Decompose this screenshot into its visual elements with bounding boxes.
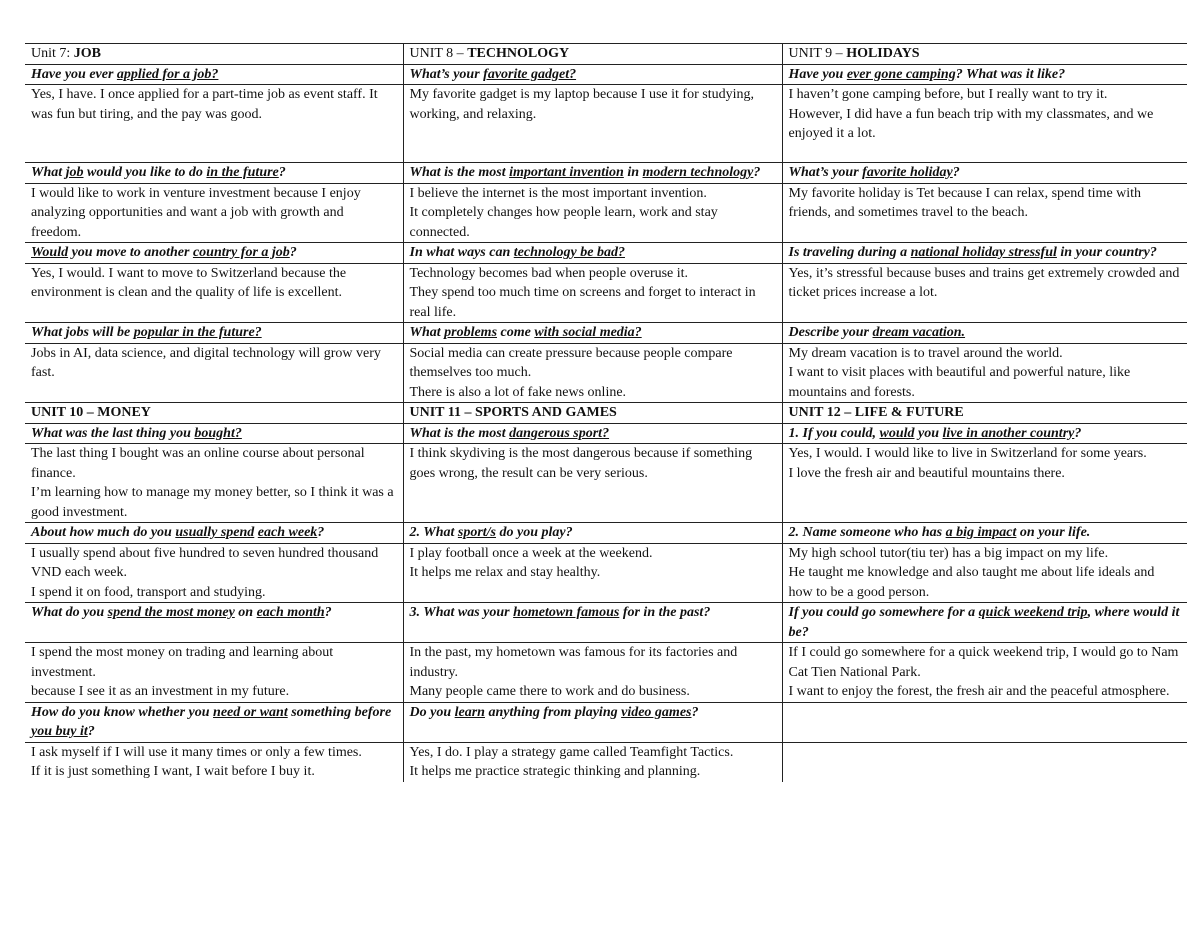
answer: If I could go somewhere for a quick weekend trip, I would go to Nam Cat Tien National Park. I want to enjoy the forest, the fresh air and the peaceful atmosphere. — [782, 643, 1187, 703]
answer: I think skydiving is the most dangerous because if something goes wrong, the result can be very serious. — [403, 444, 782, 523]
unit-11-title: UNIT 11 – SPORTS AND GAMES — [403, 403, 782, 424]
question: What’s your favorite gadget? — [403, 64, 782, 85]
question: What is the most dangerous sport? — [403, 423, 782, 444]
answer: I play football once a week at the weekend. It helps me relax and stay healthy. — [403, 543, 782, 603]
answer: Yes, I have. I once applied for a part-time job as event staff. It was fun but tiring, and the pay was good. — [25, 85, 403, 163]
question: 1. If you could, would you live in another country? — [782, 423, 1187, 444]
answer-row — [25, 742, 1187, 782]
answer: My dream vacation is to travel around the world. I want to visit places with beautiful and powerful nature, like mountains and forests. — [782, 343, 1187, 403]
question-row — [25, 523, 1187, 544]
answer-row — [25, 543, 1187, 603]
question: What jobs will be popular in the future? — [25, 323, 403, 344]
question-row — [25, 702, 1187, 742]
answer: I ask myself if I will use it many times or only a few times. If it is just something I want, I wait before I buy it. — [31, 744, 362, 779]
question: 2. What sport/s do you play? — [403, 523, 782, 544]
question: Describe your dream vacation. — [782, 323, 1187, 344]
unit-9-title: UNIT 9 – HOLIDAYS — [782, 44, 1187, 65]
answer-row — [25, 444, 1187, 523]
question: How do you know whether you need or want something before you buy it? — [25, 702, 403, 742]
answer-row — [25, 263, 1187, 323]
unit-10-title: UNIT 10 – MONEY — [25, 403, 403, 424]
question-row — [25, 163, 1187, 184]
answer: In the past, my hometown was famous for its factories and industry. Many people came there to work and do business. — [403, 643, 782, 703]
question-row — [25, 323, 1187, 344]
question: Is traveling during a national holiday stressful in your country? — [782, 243, 1187, 264]
question: In what ways can technology be bad? — [403, 243, 782, 264]
empty-cell — [782, 702, 1187, 742]
question-row — [25, 423, 1187, 444]
question: About how much do you usually spend each week? — [25, 523, 403, 544]
answer: I spend the most money on trading and learning about investment. because I see it as an investment in my future. — [25, 643, 403, 703]
question: Would you move to another country for a job? — [25, 243, 403, 264]
question: What problems come with social media? — [403, 323, 782, 344]
unit-header-row — [25, 403, 1187, 424]
question: 3. What was your hometown famous for in the past? — [403, 603, 782, 643]
question: What do you spend the most money on each month? — [25, 603, 403, 643]
question: If you could go somewhere for a quick weekend trip, where would it be? — [782, 603, 1187, 643]
question: Have you ever applied for a job? — [25, 64, 403, 85]
answer: I would like to work in venture investment because I enjoy analyzing opportunities and want a job with growth and freedom. — [25, 183, 403, 243]
unit-qa-table — [25, 43, 1187, 782]
answer: Yes, I do. I play a strategy game called Teamfight Tactics. It helps me practice strategic thinking and planning. — [403, 742, 782, 782]
question: What’s your favorite holiday? — [782, 163, 1187, 184]
answer-row — [25, 85, 1187, 163]
answer: The last thing I bought was an online course about personal finance. I’m learning how to manage my money better, so I think it was a good investment. — [25, 444, 403, 523]
question: What is the most important invention in modern technology? — [403, 163, 782, 184]
unit-header-row — [25, 44, 1187, 65]
question-row — [25, 64, 1187, 85]
question-row — [25, 243, 1187, 264]
question: What job would you like to do in the future? — [25, 163, 403, 184]
question: Do you learn anything from playing video games? — [403, 702, 782, 742]
question-row — [25, 603, 1187, 643]
answer: I usually spend about five hundred to seven hundred thousand VND each week. I spend it on food, transport and studying. — [25, 543, 403, 603]
answer-row — [25, 343, 1187, 403]
answer: My high school tutor(tiu ter) has a big impact on my life. He taught me knowledge and also taught me about life ideals and how to be a good person. — [782, 543, 1187, 603]
empty-cell — [782, 742, 1187, 782]
question: 2. Name someone who has a big impact on your life. — [782, 523, 1187, 544]
answer: I believe the internet is the most important invention. It completely changes how people learn, work and stay connected. — [403, 183, 782, 243]
answer: Technology becomes bad when people overuse it. They spend too much time on screens and forget to interact in real life. — [403, 263, 782, 323]
answer: Yes, it’s stressful because buses and trains get extremely crowded and ticket prices increase a lot. — [782, 263, 1187, 323]
question: What was the last thing you bought? — [25, 423, 403, 444]
answer: My favorite holiday is Tet because I can relax, spend time with friends, and sometimes travel to the beach. — [782, 183, 1187, 243]
answer: Jobs in AI, data science, and digital technology will grow very fast. — [25, 343, 403, 403]
answer: My favorite gadget is my laptop because I use it for studying, working, and relaxing. — [403, 85, 782, 163]
answer: I haven’t gone camping before, but I really want to try it. However, I did have a fun beach trip with my classmates, and we enjoyed it a lot. — [782, 85, 1187, 163]
unit-12-title: UNIT 12 – LIFE & FUTURE — [782, 403, 1187, 424]
question: Have you ever gone camping? What was it like? — [782, 64, 1187, 85]
answer: Yes, I would. I would like to live in Switzerland for some years. I love the fresh air and beautiful mountains there. — [782, 444, 1187, 523]
answer: Yes, I would. I want to move to Switzerland because the environment is clean and the quality of life is excellent. — [25, 263, 403, 323]
answer: Social media can create pressure because people compare themselves too much. There is also a lot of fake news online. — [403, 343, 782, 403]
unit-8-title: UNIT 8 – TECHNOLOGY — [403, 44, 782, 65]
unit-7-title: Unit 7: JOB — [25, 44, 403, 65]
answer-row — [25, 183, 1187, 243]
answer-row — [25, 643, 1187, 703]
